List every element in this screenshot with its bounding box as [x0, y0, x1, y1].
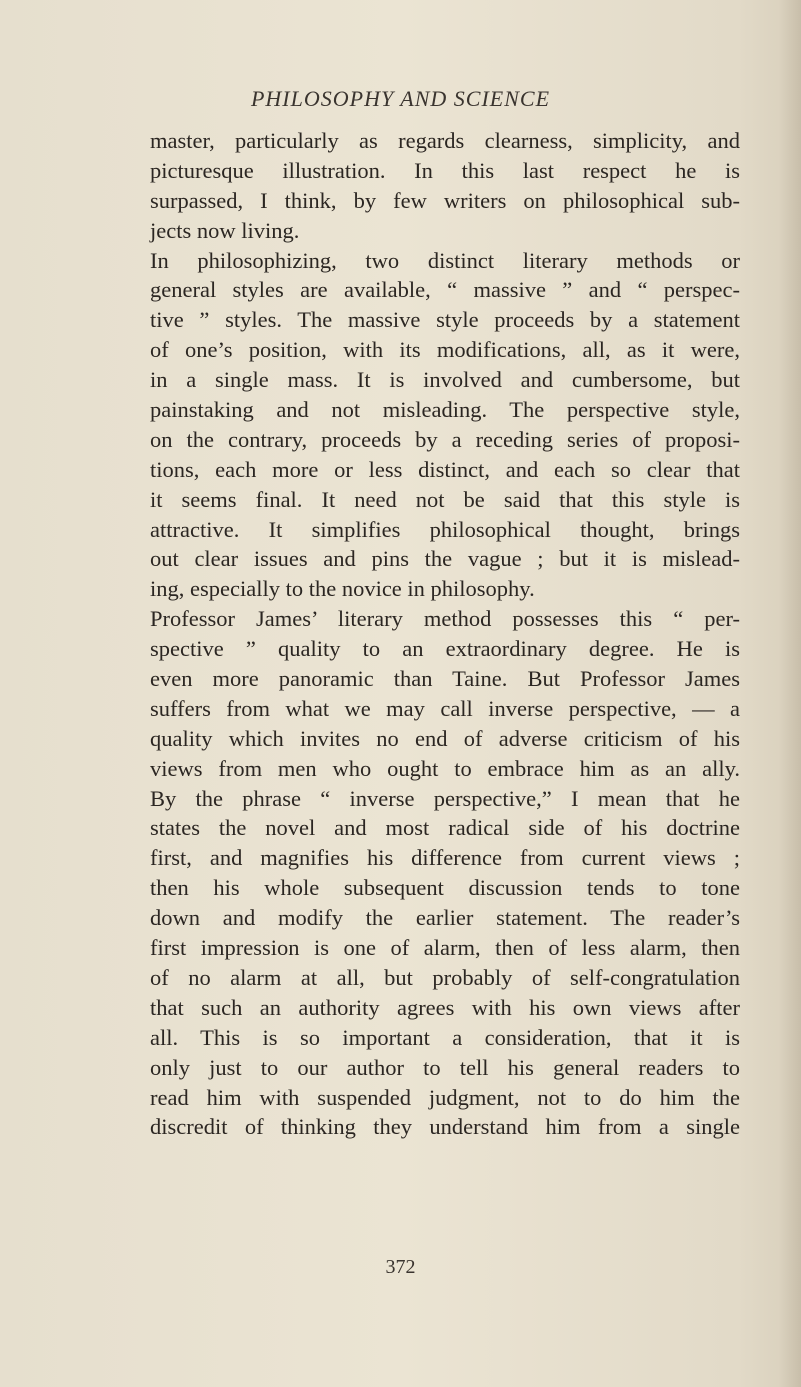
text-line: views from men who ought to embrace him as an ally. [150, 755, 740, 781]
text-line: attractive. It simplifies philosophical thought, brings [150, 516, 740, 542]
text-line: painstaking and not misleading. The perspective style, [150, 397, 740, 423]
body-text [150, 126, 740, 1142]
text-line: quality which invites no end of adverse criticism of his [150, 725, 740, 751]
text-line: tive ” styles. The massive style proceeds by a statement [150, 307, 740, 333]
text-line: then his whole subsequent discussion tends to tone [150, 875, 740, 901]
text-line: first, and magnifies his difference from current views ; [150, 845, 740, 871]
text-line: read him with suspended judgment, not to do him the [150, 1084, 740, 1110]
text-line: jects now living. [150, 217, 300, 243]
text-line: even more panoramic than Taine. But Professor James [150, 666, 740, 692]
text-line: out clear issues and pins the vague ; but it is mislead- [150, 546, 740, 572]
text-line: Professor James’ literary method possesses this “ per- [150, 606, 740, 632]
text-line: picturesque illustration. In this last respect he is [150, 157, 740, 183]
text-line: master, particularly as regards clearness, simplicity, and [150, 128, 740, 153]
text-line: general styles are available, “ massive ” and “ perspec- [150, 277, 740, 303]
text-line: spective ” quality to an extraordinary degree. He is [150, 636, 740, 662]
text-line: first impression is one of alarm, then of less alarm, then [150, 935, 740, 961]
text-line: tions, each more or less distinct, and each so clear that [150, 456, 740, 482]
text-line: of no alarm at all, but probably of self-congratulation [150, 964, 740, 990]
running-head: PHILOSOPHY AND SCIENCE [250, 86, 551, 111]
page-edge-shadow [779, 0, 801, 1387]
text-line: all. This is so important a consideration, that it is [150, 1024, 740, 1050]
text-line: surpassed, I think, by few writers on philosophical sub- [150, 187, 740, 213]
text-line: it seems final. It need not be said that this style is [150, 486, 740, 512]
text-line: states the novel and most radical side of his doctrine [150, 815, 740, 841]
text-line: that such an authority agrees with his own views after [150, 994, 740, 1020]
page-number: 372 [385, 1256, 416, 1278]
text-line: only just to our author to tell his general readers to [150, 1054, 740, 1080]
text-line: down and modify the earlier statement. The reader’s [150, 905, 740, 931]
text-line: of one’s position, with its modifications, all, as it were, [150, 337, 740, 363]
text-line: By the phrase “ inverse perspective,” I mean that he [150, 785, 740, 811]
text-line: discredit of thinking they understand him from a single [150, 1114, 740, 1140]
text-line: suffers from what we may call inverse perspective, — a [150, 695, 740, 721]
text-line: in a single mass. It is involved and cumbersome, but [150, 367, 740, 393]
text-line: In philosophizing, two distinct literary methods or [150, 247, 740, 273]
text-line: ing, especially to the novice in philosophy. [150, 576, 535, 602]
text-line: on the contrary, proceeds by a receding series of proposi- [150, 426, 740, 452]
